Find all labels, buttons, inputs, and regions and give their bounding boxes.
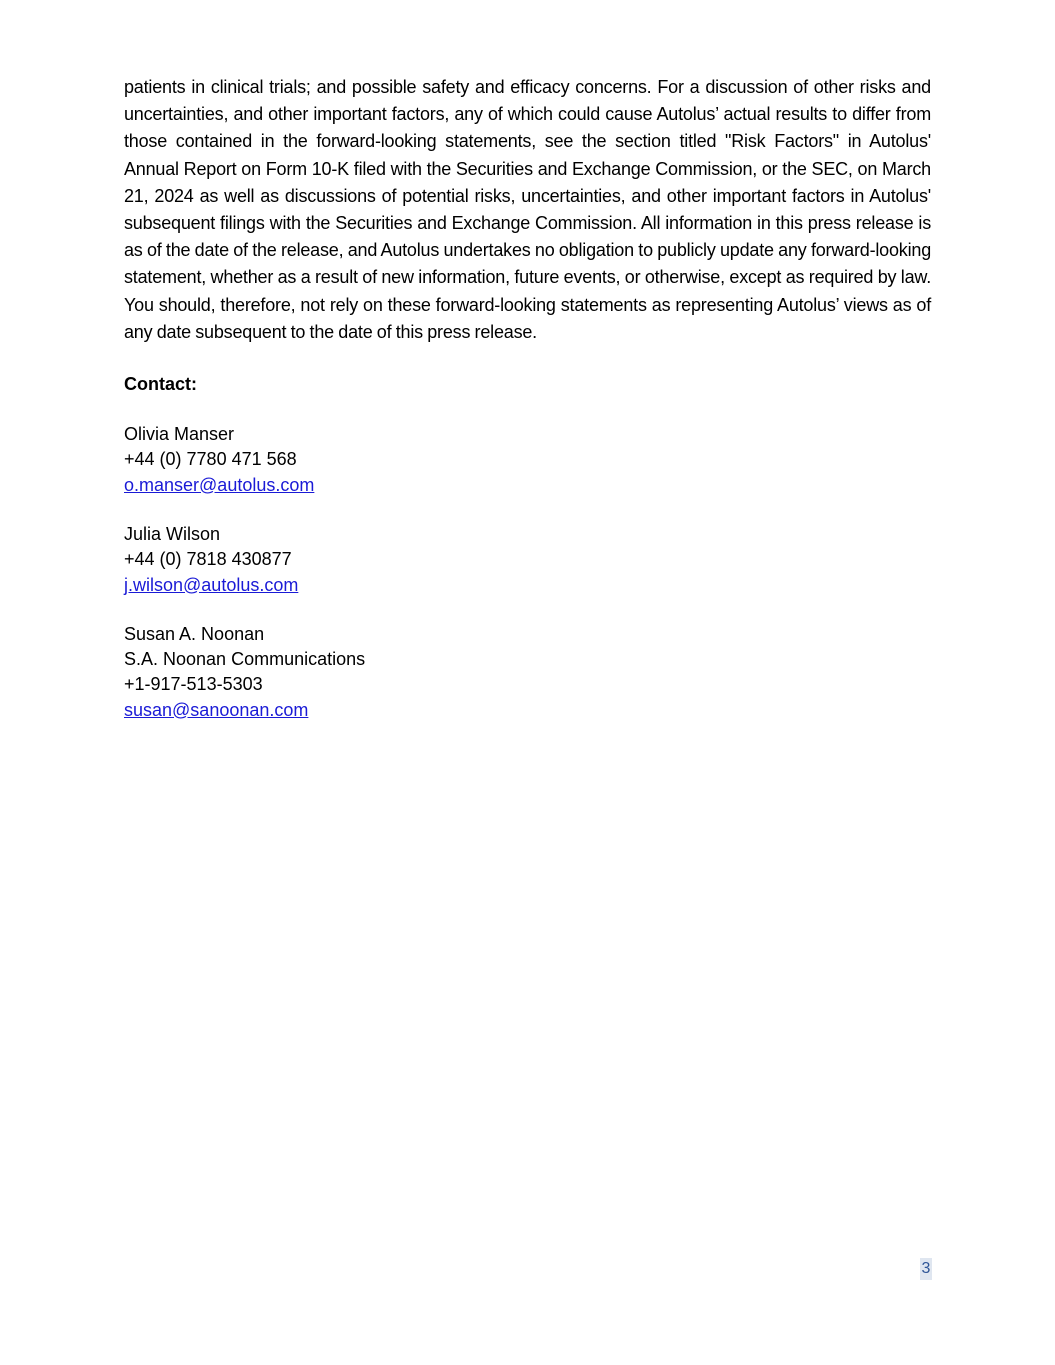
contact-phone: +1-917-513-5303 bbox=[124, 674, 263, 695]
forward-looking-disclaimer: patients in clinical trials; and possible safety and efficacy concerns. For a discussion of other risks and uncertainties, and other important factors, any of which could cause Autolus’ actual results to differ from those contained in the forward-looking statements, see the section titled "Risk Factors" in Autolus' Annual Report on Form 10-K filed with the Securities and Exchange Commission, or the SEC, on March 21, 2024 as well as discussions of potential risks, uncertainties, and other important factors in Autolus' subsequent filings with the Securities and Exchange Commission. All information in this press release is as of the date of the release, and Autolus undertakes no obligation to publicly update any forward-looking statement, whether as a result of new information, future events, or otherwise, except as required by law. You should, therefore, not rely on these forward-looking statements as representing Autolus’ views as of any date subsequent to the date of this press release. bbox=[124, 77, 931, 342]
contact-email-link[interactable]: susan@sanoonan.com bbox=[124, 699, 309, 720]
contact-phone: +44 (0) 7818 430877 bbox=[124, 549, 292, 570]
contact-email-link[interactable]: j.wilson@autolus.com bbox=[124, 574, 299, 595]
contact-susan-noonan bbox=[124, 622, 931, 723]
contact-name: Susan A. Noonan bbox=[124, 623, 265, 644]
contact-name: Olivia Manser bbox=[124, 424, 235, 445]
contact-email-link[interactable]: o.manser@autolus.com bbox=[124, 474, 315, 495]
contact-phone: +44 (0) 7780 471 568 bbox=[124, 449, 297, 470]
contact-julia-wilson bbox=[124, 522, 931, 598]
page-number: 3 bbox=[920, 1258, 932, 1280]
contact-heading: Contact: bbox=[124, 374, 197, 395]
contact-organization: S.A. Noonan Communications bbox=[124, 649, 366, 670]
page-content bbox=[124, 74, 931, 723]
contact-olivia-manser bbox=[124, 422, 931, 498]
contact-name: Julia Wilson bbox=[124, 523, 221, 544]
